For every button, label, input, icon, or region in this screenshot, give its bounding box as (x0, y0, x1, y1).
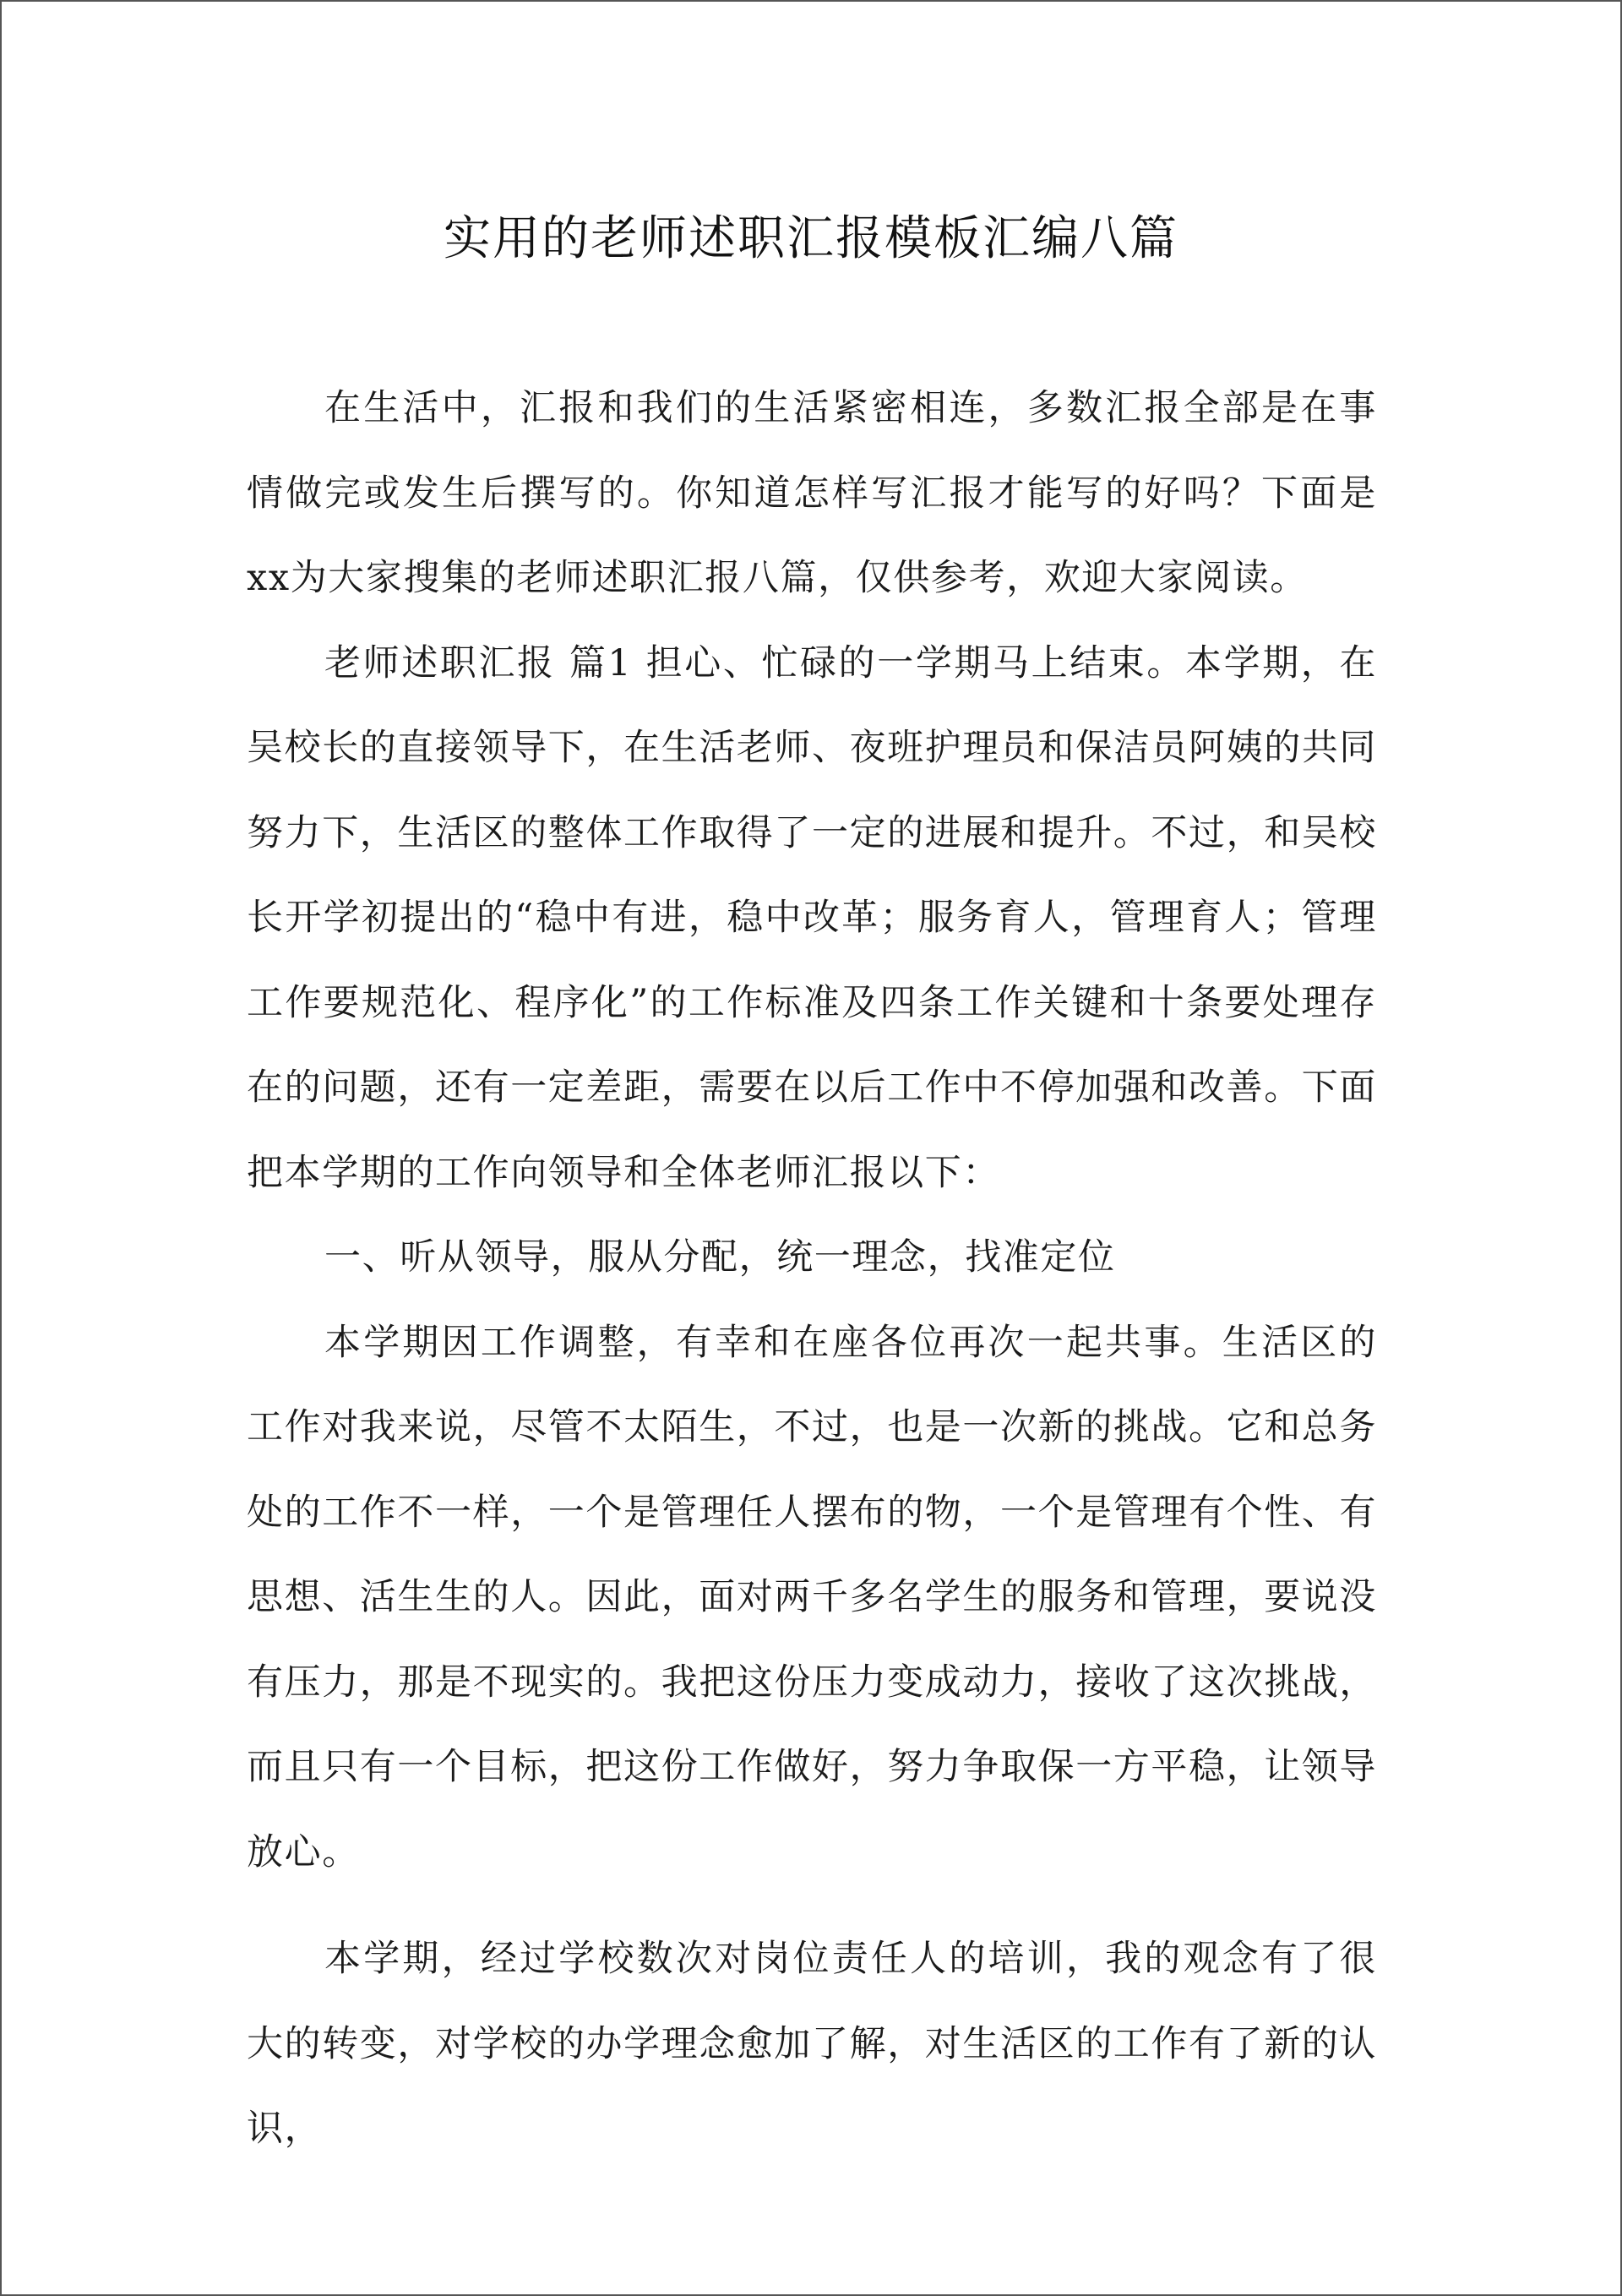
paragraph-body-2: 本学期，经过学校数次对岗位责任人的培训，我的观念有了很大的转变，对学校的办学理念愈加了解，对生活区的工作有了新的认识， (247, 1938, 1377, 2150)
paragraph-report-1: 老师述职汇报 篇1 担心、忙碌的一学期马上结束。本学期，在吴校长的直接领导下，在生活老师、夜班护理员和保洁员阿姨的共同努力下，生活区的整体工作取得了一定的进展和提升。不过，和吴校长开学初提出的“稳中有进，稳中改革；服务育人，管理育人；管理工作要规范化、程序化”的工作标准及四条工作关键和十条要处理存在的问题，还有一定差距，需要在以后工作中不停加强和改善。下面把本学期的工作向领导和全体老师汇报以下： (247, 641, 1377, 1194)
paragraph-intro: 在生活中，汇报和我们的生活紧密相连，多数汇报全部是在事情做完或发生后撰写的。你知道怎样写汇报才能写的好吗？下面是xx为大家搜集的老师述职汇报八篇，仅供参考，欢迎大家阅读。 (247, 387, 1377, 599)
document-title: 实用的老师述职汇报模板汇编八篇 (444, 211, 1178, 266)
paragraph-body-1: 本学期因工作调整，有幸和在座各位再次一起共事。生活区的工作对我来说，尽管不太陌生，不过，也是一次新的挑战。它和总务处的工作不一样，一个是管理任人摆布的物，一个是管理有个性、有思想、活生生的人。因此，面对两千多名学生的服务和管理，要说没有压力，那是不现实的。我把这份压力变成动力，接收了这次挑战，而且只有一个目标，把这份工作做好，努力争取保一方平稳，让领导放心。 (247, 1321, 1377, 1873)
paragraph-section-heading: 一、听从领导，服从分配，统一理念，找准定位 (324, 1236, 1116, 1279)
document-body (247, 366, 1377, 2172)
